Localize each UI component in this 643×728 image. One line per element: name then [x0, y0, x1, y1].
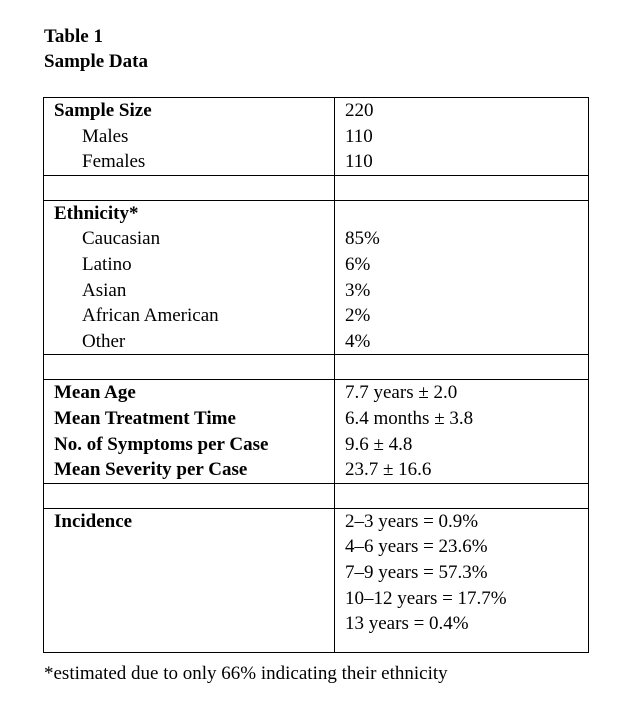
females-value: 110	[345, 151, 373, 173]
table-title: Sample Data	[44, 51, 148, 72]
spacer-cell	[44, 483, 335, 508]
ethnicity-label: Ethnicity*	[54, 202, 139, 224]
incidence-value: 7–9 years = 57.3%	[345, 561, 488, 583]
ethnicity-header-value	[345, 201, 588, 227]
measure-value: 6.4 months ± 3.8	[345, 407, 474, 429]
ethnicity-item-value: 3%	[345, 279, 371, 301]
table-row-incidence	[44, 508, 589, 652]
spacer-cell	[335, 483, 589, 508]
table-row-sample-size	[44, 98, 589, 176]
incidence-value: 13 years = 0.4%	[345, 613, 469, 635]
ethnicity-item-label: Caucasian	[82, 228, 161, 250]
females-label: Females	[82, 151, 146, 173]
measure-label: No. of Symptoms per Case	[54, 433, 269, 455]
measure-value: 9.6 ± 4.8	[345, 433, 413, 455]
incidence-label-cell	[44, 508, 335, 652]
sample-size-value: 220	[345, 100, 374, 121]
ethnicity-label-cell	[44, 200, 335, 355]
spacer-cell	[44, 175, 335, 200]
ethnicity-item-value: 85%	[345, 228, 380, 250]
incidence-value: 10–12 years = 17.7%	[345, 587, 507, 609]
males-label: Males	[82, 125, 129, 147]
spacer-cell	[44, 355, 335, 380]
sample-size-label-cell	[44, 98, 335, 176]
ethnicity-item-value: 2%	[345, 305, 371, 327]
incidence-label: Incidence	[54, 510, 133, 532]
ethnicity-item-value: 6%	[345, 253, 371, 275]
measure-label: Mean Treatment Time	[54, 407, 236, 429]
table-footnote: *estimated due to only 66% indicating their ethnicity	[44, 663, 448, 684]
sample-size-label: Sample Size	[54, 100, 152, 121]
table-row-spacer	[44, 355, 589, 380]
table-row-measures	[44, 380, 589, 483]
table-row-spacer	[44, 483, 589, 508]
measure-value: 23.7 ± 16.6	[345, 459, 432, 481]
ethnicity-item-label: African American	[82, 305, 219, 327]
incidence-value: 4–6 years = 23.6%	[345, 536, 488, 558]
table-heading	[44, 24, 148, 74]
incidence-value-cell	[335, 508, 589, 652]
ethnicity-item-value: 4%	[345, 330, 371, 352]
measure-label: Mean Severity per Case	[54, 459, 248, 481]
measures-value-cell	[335, 380, 589, 483]
sample-data-table	[43, 97, 589, 653]
measure-value: 7.7 years ± 2.0	[345, 382, 458, 404]
spacer-cell	[335, 175, 589, 200]
males-value: 110	[345, 125, 373, 147]
ethnicity-item-label: Asian	[82, 279, 127, 301]
incidence-value: 2–3 years = 0.9%	[345, 510, 479, 532]
measures-label-cell	[44, 380, 335, 483]
sample-size-value-cell	[335, 98, 589, 176]
table-row-ethnicity	[44, 200, 589, 355]
table-row-spacer	[44, 175, 589, 200]
ethnicity-item-label: Latino	[82, 253, 132, 275]
spacer-cell	[335, 355, 589, 380]
ethnicity-value-cell	[335, 200, 589, 355]
table-label: Table 1	[44, 26, 103, 47]
measure-label: Mean Age	[54, 382, 136, 404]
ethnicity-item-label: Other	[82, 330, 126, 352]
